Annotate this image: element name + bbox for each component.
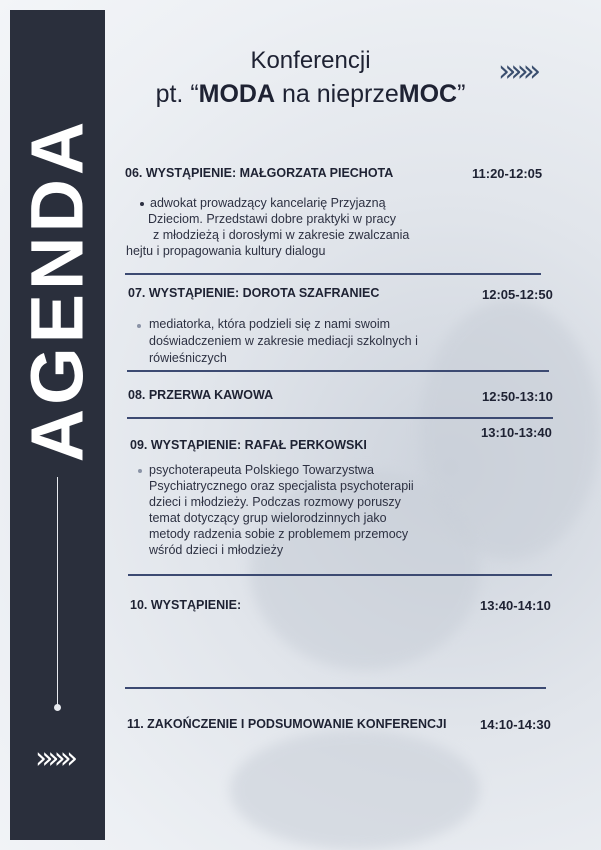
separator-line <box>127 370 549 372</box>
description-line: mediatorka, która podzieli się z nami swoim <box>149 317 391 331</box>
agenda-item-07-heading: 07. WYSTĄPIENIE: DOROTA SZAFRANIEC <box>128 286 380 300</box>
agenda-item-09-heading: 09. WYSTĄPIENIE: RAFAŁ PERKOWSKI <box>130 438 367 452</box>
title-prefix: pt. “ <box>155 80 199 108</box>
description-line: temat dotyczący grup wielorodzinnych jako <box>149 511 387 525</box>
agenda-item-06-time: 11:20-12:05 <box>472 166 543 181</box>
agenda-item-11-heading: 11. ZAKOŃCZENIE I PODSUMOWANIE KONFERENCJI <box>127 717 447 731</box>
description-line: rówieśniczych <box>149 351 227 365</box>
description-line: hejtu i propagowania kultury dialogu <box>126 244 326 258</box>
agenda-item-10-heading: 10. WYSTĄPIENIE: <box>130 598 242 612</box>
background-hand-photo-3 <box>230 730 480 850</box>
title-bold-moda: MODA <box>198 80 276 108</box>
agenda-item-07-time: 12:05-12:50 <box>482 287 553 302</box>
description-line: Psychiatrycznego oraz specjalista psychoterapii <box>149 479 414 493</box>
description-line: metody radzenia sobie z problemem przemocy <box>149 527 409 541</box>
description-line: Dzieciom. Przedstawi dobre praktyki w pracy <box>148 212 396 226</box>
agenda-vertical-title: AGENDA <box>15 117 99 463</box>
bullet-icon <box>138 469 142 473</box>
agenda-item-08-time: 12:50-13:10 <box>482 389 553 404</box>
description-line: psychoterapeuta Polskiego Towarzystwa <box>149 463 374 477</box>
page-title-line1: Konferencji <box>250 47 371 74</box>
title-middle: na nieprze <box>275 80 399 108</box>
description-line: adwokat prowadzący kancelarię Przyjazną <box>150 196 386 210</box>
description-line: doświadczeniem w zakresie mediacji szkolnych i <box>149 334 418 348</box>
bullet-icon <box>140 202 144 206</box>
title-suffix: ” <box>457 80 466 108</box>
sidebar-line-dot <box>54 704 61 711</box>
agenda-item-11-time: 14:10-14:30 <box>480 717 551 732</box>
chevrons-left-icon: »»» <box>35 741 73 776</box>
page-title-line2 <box>0 80 601 109</box>
separator-line <box>127 417 553 419</box>
agenda-item-08-heading: 08. PRZERWA KAWOWA <box>128 388 274 402</box>
description-line: z młodzieżą i dorosłymi w zakresie zwalczania <box>153 228 410 242</box>
sidebar-line <box>57 477 58 705</box>
agenda-item-09-time: 13:10-13:40 <box>481 425 552 440</box>
separator-line <box>125 273 541 275</box>
chevrons-right-icon: »»» <box>498 54 536 89</box>
agenda-item-10-time: 13:40-14:10 <box>480 598 551 613</box>
agenda-item-06-description <box>126 195 410 259</box>
separator-line <box>125 687 546 689</box>
title-bold-moc: MOC <box>398 80 458 108</box>
description-line: dzieci i młodzieży. Podczas rozmowy poruszy <box>149 495 401 509</box>
agenda-item-06-heading: 06. WYSTĄPIENIE: MAŁGORZATA PIECHOTA <box>125 166 394 180</box>
bullet-icon <box>137 324 141 328</box>
description-line: wśród dzieci i młodzieży <box>149 543 284 557</box>
agenda-item-07-description <box>149 316 418 367</box>
agenda-item-09-description <box>149 462 414 558</box>
separator-line <box>128 574 552 576</box>
